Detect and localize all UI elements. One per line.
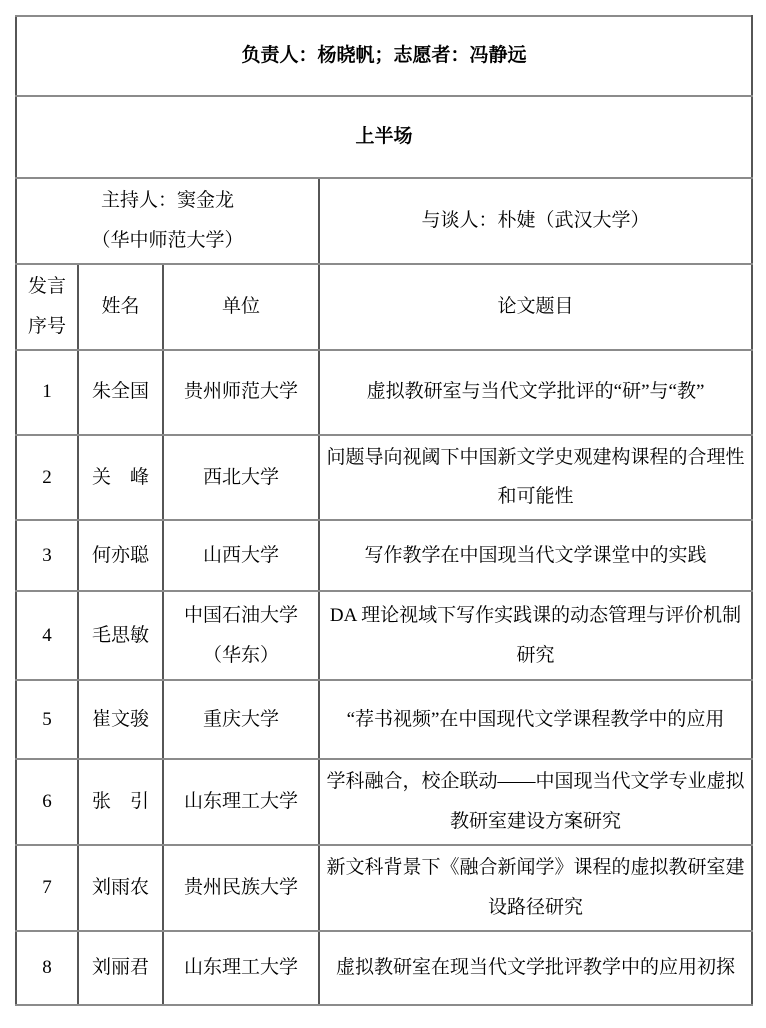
speaker-rows: [16, 350, 752, 1005]
speaker-row: [16, 759, 752, 845]
host-cell: [16, 178, 319, 264]
speaker-affiliation: 中国石油大学（华东）: [163, 591, 319, 680]
speaker-row: [16, 591, 752, 680]
speaker-affiliation: 山东理工大学: [163, 759, 319, 845]
speaker-number: 7: [16, 845, 78, 931]
column-header-paper: 论文题目: [319, 264, 752, 350]
paper-title: “荐书视频”在中国现代文学课程教学中的应用: [319, 680, 752, 759]
organizer-volunteer-text: 负责人：杨晓帆；志愿者：冯静远: [16, 16, 752, 96]
paper-title: 虚拟教研室与当代文学批评的“研”与“教”: [319, 350, 752, 435]
speaker-name: 关 峰: [78, 435, 163, 521]
speaker-row: [16, 680, 752, 759]
host-name: 主持人：窦金龙: [100, 190, 234, 211]
speaker-number: 1: [16, 350, 78, 435]
paper-title: 学科融合，校企联动——中国现当代文学专业虚拟教研室建设方案研究: [319, 759, 752, 845]
speaker-name: 刘丽君: [78, 931, 163, 1005]
speaker-row: [16, 931, 752, 1005]
speaker-number: 2: [16, 435, 78, 521]
organizer-row: [16, 16, 752, 96]
speaker-name: 何亦聪: [78, 520, 163, 591]
speaker-affiliation: 西北大学: [163, 435, 319, 521]
speaker-name: 崔文骏: [78, 680, 163, 759]
host-discussant-row: [16, 178, 752, 264]
speaker-affiliation: 山东理工大学: [163, 931, 319, 1005]
session-program-table: [15, 15, 753, 1006]
column-header-affiliation: 单位: [163, 264, 319, 350]
paper-title: 新文科背景下《融合新闻学》课程的虚拟教研室建设路径研究: [319, 845, 752, 931]
speaker-affiliation: 山西大学: [163, 520, 319, 591]
speaker-number: 3: [16, 520, 78, 591]
speaker-affiliation: 重庆大学: [163, 680, 319, 759]
speaker-row: [16, 520, 752, 591]
column-header-no: [16, 264, 78, 350]
speaker-number: 6: [16, 759, 78, 845]
speaker-name: 朱全国: [78, 350, 163, 435]
speaker-name: 张 引: [78, 759, 163, 845]
column-header-name: 姓名: [78, 264, 163, 350]
column-header-row: [16, 264, 752, 350]
speaker-name: 毛思敏: [78, 591, 163, 680]
speaker-number: 8: [16, 931, 78, 1005]
speaker-name: 刘雨农: [78, 845, 163, 931]
column-header-no-line2: 序号: [27, 315, 66, 337]
speaker-number: 5: [16, 680, 78, 759]
session-title-row: [16, 96, 752, 178]
session-title: 上半场: [16, 96, 752, 178]
paper-title: 写作教学在中国现当代文学课堂中的实践: [319, 520, 752, 591]
speaker-row: [16, 350, 752, 435]
speaker-affiliation: 贵州民族大学: [163, 845, 319, 931]
host-affiliation: （华中师范大学）: [91, 229, 244, 251]
paper-title: 虚拟教研室在现当代文学批评教学中的应用初探: [319, 931, 752, 1005]
paper-title: 问题导向视阈下中国新文学史观建构课程的合理性和可能性: [319, 435, 752, 521]
speaker-row: [16, 845, 752, 931]
speaker-row: [16, 435, 752, 521]
speaker-number: 4: [16, 591, 78, 680]
speaker-affiliation: 贵州师范大学: [163, 350, 319, 435]
column-header-no-line1: 发言: [27, 275, 66, 297]
discussant-cell: 与谈人：朴婕（武汉大学）: [319, 178, 752, 264]
paper-title: DA 理论视域下写作实践课的动态管理与评价机制研究: [319, 591, 752, 680]
